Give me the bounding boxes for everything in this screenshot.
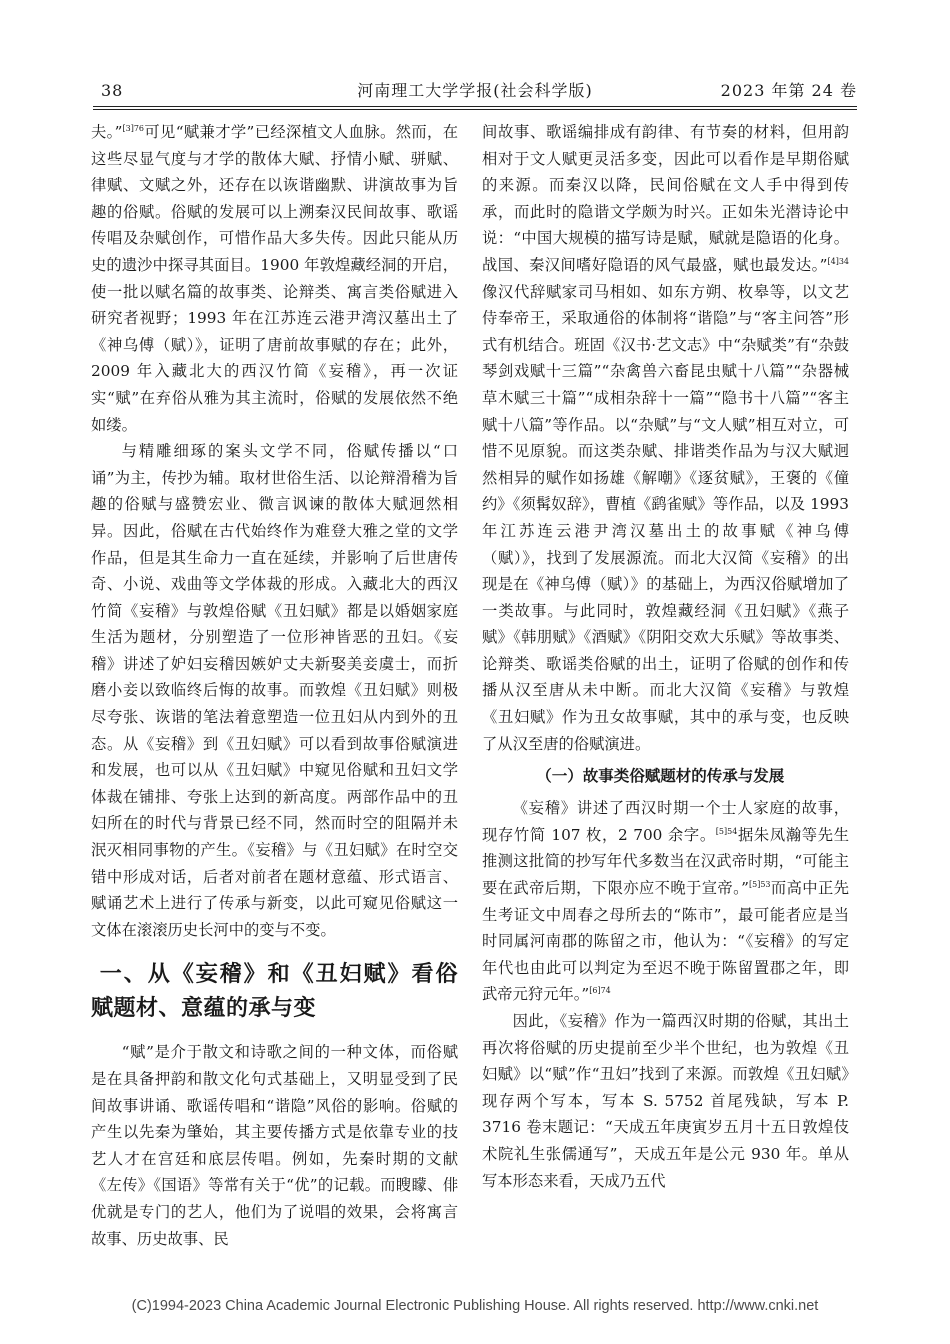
paragraph: “赋”是介于散文和诗歌之间的一种文体，而俗赋是在具备押韵和散文化句式基础上，又明显受到了民间故事讲诵、歌谣传唱和“谐隐”风俗的影响。俗赋的产生以先秦为肇始，其主要传播方式是依靠专业的技艺人才在宫廷和底层传唱。例如，先秦时期的文献《左传》《国语》等常有关于“优”的记载。而瞍矇、俳优就是专门的艺人，他们为了说唱的效果，会将寓言故事、历史故事、民 bbox=[91, 1043, 458, 1248]
journal-title: 河南理工大学学报(社会科学版) bbox=[357, 81, 593, 100]
running-header bbox=[93, 80, 857, 102]
page-number: 38 bbox=[101, 81, 124, 100]
right-column bbox=[482, 119, 849, 1194]
paragraph: 《妄稽》讲述了西汉时期一个士人家庭的故事，现存竹简 107 枚，2 700 余字。$^{[5]54}$据朱凤瀚等先生推测这批简的抄写年代多数当在汉武帝时期，“可能主要在武帝后期，下限亦应不晚于宣帝。”$^{[5]53}$而高中正先生考证文中周春之母所去的“陈市”，最可能者应是当时同属河南郡的陈留之市，他认为：“《妄稽》的写定年代也由此可以判定为至迟不晚于陈留置郡之年，即武帝元狩元年。”$^{[6]74}$ bbox=[482, 799, 849, 1004]
citation: [3]76 bbox=[122, 124, 145, 133]
citation: [4]34 bbox=[827, 256, 849, 266]
citation: [6]74 bbox=[589, 986, 611, 996]
header-rule-thin bbox=[93, 109, 857, 110]
left-column bbox=[91, 119, 458, 1252]
header-rule-thick bbox=[93, 106, 857, 107]
subsection-heading: （一）故事类俗赋题材的传承与发展 bbox=[536, 767, 785, 786]
citation: [5]53 bbox=[749, 880, 771, 890]
section-heading: 一、从《妄稽》和《丑妇赋》看俗赋题材、意蕴的承与变 bbox=[91, 962, 458, 1022]
copyright-footer: (C)1994-2023 China Academic Journal Electronic Publishing House. All rights reserved. http://www.cnki.net bbox=[131, 1298, 819, 1314]
paragraph: 间故事、歌谣编排成有韵律、有节奏的材料，但用韵相对于文人赋更灵活多变，因此可以看作是早期俗赋的来源。而秦汉以降，民间俗赋在文人手中得到传承，而此时的隐谐文学颇为时兴。正如朱光潜诗论中说：“中国大规模的描写诗是赋，赋就是隐语的化身。战国、秦汉间嗜好隐语的风气最盛，赋也最发达。”$^{[4]34}$像汉代辞赋家司马相如、如东方朔、枚皋等，以文艺侍奉帝王，采取通俗的体制将“谐隐”与“客主问答”形式有机结合。班固《汉书·艺文志》中“杂赋类”有“杂鼓琴剑戏赋十三篇”“杂禽兽六畜昆虫赋十八篇”“杂器械草木赋三十篇”“成相杂辞十一篇”“隐书十八篇”“客主赋十八篇”等作品。以“杂赋”与“文人赋”相互对立，可惜不见原貌。而这类杂赋、排谐类作品为与汉大赋迥然相异的赋作如扬雄《解嘲》《逐贫赋》，王褒的《僮约》《须髯奴辞》，曹植《鹞雀赋》等作品，以及 1993 年江苏连云港尹湾汉墓出土的故事赋《神乌傅（赋）》，找到了发展源流。而北大汉简《妄稽》的出现是在《神乌傅（赋）》的基础上，为西汉俗赋增加了一类故事。与此同时，敦煌藏经洞《丑妇赋》《燕子赋》《韩朋赋》《酒赋》《阴阳交欢大乐赋》等故事类、论辩类、歌谣类俗赋的出土，证明了俗赋的创作和传播从汉至唐从未中断。而北大汉简《妄稽》与敦煌《丑妇赋》作为丑女故事赋，其中的承与变，也反映了从汉至唐的俗赋演进。 bbox=[482, 123, 849, 753]
volume-info: 2023 年第 24 卷 bbox=[720, 81, 857, 100]
paragraph: 与精雕细琢的案头文学不同，俗赋传播以“口诵”为主，传抄为辅。取材世俗生活、以论辩滑稽为旨趣的俗赋与盛赞宏业、微言讽谏的散体大赋迥然相异。因此，俗赋在古代始终作为难登大雅之堂的文学作品，但是其生命力一直在延续，并影响了后世唐传奇、小说、戏曲等文学体裁的形成。入藏北大的西汉竹简《妄稽》与敦煌俗赋《丑妇赋》都是以婚姻家庭生活为题材，分别塑造了一位形神皆恶的丑妇。《妄稽》讲述了妒妇妄稽因嫉妒丈夫新娶美妾虞士，而折磨小妾以致临终后悔的故事。而敦煌《丑妇赋》则极尽夸张、诙谐的笔法着意塑造一位丑妇从内到外的丑态。从《妄稽》到《丑妇赋》可以看到故事俗赋演进和发展，也可以从《丑妇赋》中窥见俗赋和丑妇文学体裁在铺排、夸张上达到的新高度。两部作品中的丑妇所在的时代与背景已经不同，然而时空的阻隔并未泯灭相同事物的产生。《妄稽》与《丑妇赋》在时空交错中形成对话，后者对前者在题材意蕴、形式语言、赋诵艺术上进行了传承与新变，以此可窥见俗赋这一文体在滚滚历史长河中的变与不变。 bbox=[91, 442, 458, 939]
citation: [5]54 bbox=[715, 826, 738, 836]
paragraph: 夫。”$^{[3]76}$可见“赋兼才学”已经深植文人血脉。然而，在这些尽显气度与才学的散体大赋、抒情小赋、骈赋、律赋、文赋之外，还存在以诙谐幽默、讲演故事为旨趣的俗赋。俗赋的发展可以上溯秦汉民间故事、歌谣传唱及杂赋创作，可惜作品大多失传。因此只能从历史的遗沙中探寻其面目。1900 年敦煌藏经洞的开启，使一批以赋名篇的故事类、论辩类、寓言类俗赋进入研究者视野；1993 年在江苏连云港尹湾汉墓出土了《神乌傅（赋）》，证明了唐前故事赋的存在；此外，2009 年入藏北大的西汉竹简《妄稽》，再一次证实“赋”在弃俗从雅为其主流时，俗赋的发展依然不绝如缕。 bbox=[91, 123, 458, 434]
paragraph: 因此，《妄稽》作为一篇西汉时期的俗赋，其出土再次将俗赋的历史提前至少半个世纪，也为敦煌《丑妇赋》以“赋”作“丑妇”找到了来源。而敦煌《丑妇赋》现存两个写本，写本 S. 5752 首尾残缺，写本 P. 3716 卷末题记：“天成五年庚寅岁五月十五日敦煌伎术院礼生张儒通写”，天成五年是公元 930 年。单从写本形态来看，天成乃五代 bbox=[482, 1012, 849, 1190]
